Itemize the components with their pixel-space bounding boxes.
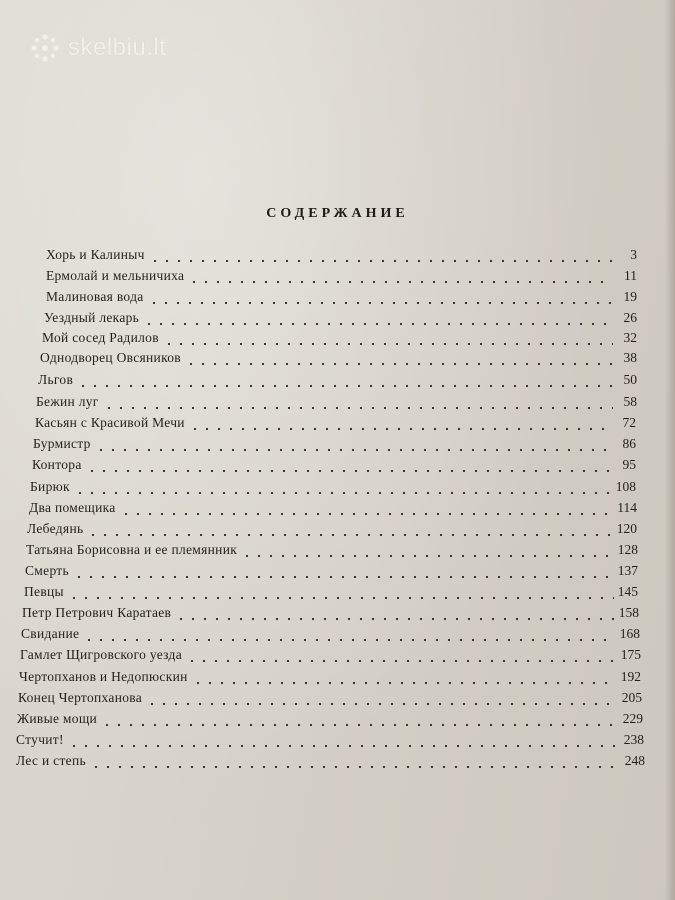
- toc-leader-dots: [146, 692, 618, 706]
- toc-title: СОДЕРЖАНИЕ: [266, 206, 409, 221]
- toc-leader-dots: [189, 417, 612, 431]
- toc-entry-page: 128: [617, 542, 638, 557]
- toc-entry-page: 114: [617, 500, 637, 515]
- toc-leader-dots: [68, 734, 620, 748]
- toc-entry: [17, 707, 643, 727]
- toc-entry-page: 238: [623, 732, 644, 747]
- watermark: [30, 33, 166, 63]
- toc-entry-page: 11: [624, 268, 637, 283]
- toc-entry: [26, 538, 638, 558]
- toc-entry-title: Певцы: [24, 584, 64, 599]
- toc-entry-title: Лес и степь: [16, 753, 86, 768]
- toc-entry-page: 3: [630, 247, 637, 262]
- toc-entry: [30, 475, 636, 495]
- toc-entry-title: Петр Петрович Каратаев: [22, 605, 172, 620]
- toc-leader-dots: [188, 270, 613, 284]
- toc-entry-page: 58: [623, 394, 637, 409]
- toc-leader-dots: [90, 755, 621, 769]
- toc-leader-dots: [101, 713, 619, 727]
- toc-leader-dots: [77, 374, 613, 388]
- toc-entry-title: Смерть: [25, 563, 69, 578]
- toc-leader-dots: [148, 291, 613, 305]
- toc-entry: [19, 665, 641, 685]
- toc-entry: [42, 326, 637, 346]
- toc-leader-dots: [120, 502, 613, 516]
- toc-entry-page: 95: [622, 457, 636, 472]
- toc-entry-title: Мой сосед Радилов: [42, 330, 159, 345]
- toc-entry-title: Татьяна Борисовна и ее племянник: [26, 542, 238, 557]
- toc-entry-page: 145: [617, 584, 638, 599]
- toc-entry: [16, 728, 644, 748]
- toc-entry: [27, 517, 637, 537]
- toc-leader-dots: [163, 332, 613, 346]
- toc-entry-page: 72: [622, 415, 636, 430]
- toc-entry: [40, 346, 637, 366]
- toc-entry-title: Ермолай и мельничиха: [46, 268, 185, 283]
- toc-leader-dots: [68, 586, 614, 600]
- toc-entry: [16, 749, 645, 769]
- toc-leader-dots: [83, 628, 615, 642]
- toc-entry-page: 175: [620, 647, 641, 662]
- toc-entry-title: Бежин луг: [36, 394, 99, 409]
- toc-entry-page: 158: [618, 605, 639, 620]
- toc-entry-page: 19: [623, 289, 637, 304]
- toc-leader-dots: [149, 249, 613, 263]
- toc-entry-page: 38: [623, 350, 637, 365]
- toc-leader-dots: [143, 312, 613, 326]
- toc-leader-dots: [87, 523, 612, 537]
- toc-entry-title: Бирюк: [30, 479, 70, 494]
- toc-entry-title: Гамлет Щигровского уезда: [20, 647, 183, 662]
- toc-entry-page: 26: [623, 310, 637, 325]
- toc-entry-title: Хорь и Калиныч: [46, 247, 145, 262]
- toc-entry: [46, 264, 637, 284]
- toc-entry: [24, 580, 638, 600]
- toc-entry-title: Два помещика: [29, 500, 116, 515]
- toc-entry-page: 248: [624, 753, 645, 768]
- toc-entry: [35, 411, 636, 431]
- toc-leader-dots: [103, 396, 613, 410]
- toc-entry-title: Конец Чертопханова: [18, 690, 143, 705]
- toc-entry: [33, 432, 636, 452]
- toc-entry-title: Чертопханов и Недопюскин: [19, 669, 188, 684]
- toc-entry-title: Лебедянь: [27, 521, 84, 536]
- toc-entry: [22, 601, 639, 621]
- toc-entry-page: 229: [622, 711, 643, 726]
- toc-entry: [36, 390, 637, 410]
- toc-entry: [32, 453, 636, 473]
- toc-entry: [18, 686, 642, 706]
- toc-leader-dots: [175, 607, 615, 621]
- toc-entry-title: Живые мощи: [17, 711, 98, 726]
- toc-entry-page: 192: [620, 669, 641, 684]
- toc-entry-page: 108: [615, 479, 636, 494]
- toc-entry-title: Бурмистр: [33, 436, 91, 451]
- toc-entry-title: Контора: [32, 457, 82, 472]
- dots-logo-icon: [30, 33, 60, 63]
- toc-entry: [21, 622, 640, 642]
- toc-entry: [20, 643, 641, 663]
- toc-entry-page: 120: [616, 521, 637, 536]
- toc-entry: [29, 496, 637, 516]
- toc-entry-page: 86: [622, 436, 636, 451]
- toc-entry-title: Льгов: [38, 372, 74, 387]
- toc-leader-dots: [241, 544, 614, 558]
- toc-entry-title: Уездный лекарь: [44, 310, 140, 325]
- toc-leader-dots: [95, 438, 612, 452]
- toc-entry-title: Касьян с Красивой Мечи: [35, 415, 185, 430]
- toc-entry-page: 168: [619, 626, 640, 641]
- toc-entry-title: Стучит!: [16, 732, 64, 747]
- toc-entry-title: Однодворец Овсяников: [40, 350, 181, 365]
- toc-leader-dots: [74, 481, 612, 495]
- toc-entry-page: 137: [617, 563, 638, 578]
- toc-entry-page: 32: [623, 330, 637, 345]
- toc-entry: [44, 306, 637, 326]
- toc-leader-dots: [73, 565, 614, 579]
- toc-entry: [38, 368, 637, 388]
- watermark-text: skelbiu.lt: [68, 34, 167, 61]
- toc-leader-dots: [86, 459, 612, 473]
- toc-entry-page: 50: [623, 372, 637, 387]
- toc-leader-dots: [186, 649, 617, 663]
- toc-leader-dots: [192, 671, 617, 685]
- toc-entry: [25, 559, 638, 579]
- toc-entry-page: 205: [621, 690, 642, 705]
- table-of-contents: [0, 240, 675, 770]
- toc-entry-title: Малиновая вода: [46, 289, 144, 304]
- toc-entry: [46, 243, 637, 263]
- toc-leader-dots: [185, 352, 613, 366]
- toc-entry-title: Свидание: [21, 626, 80, 641]
- toc-entry: [46, 285, 637, 305]
